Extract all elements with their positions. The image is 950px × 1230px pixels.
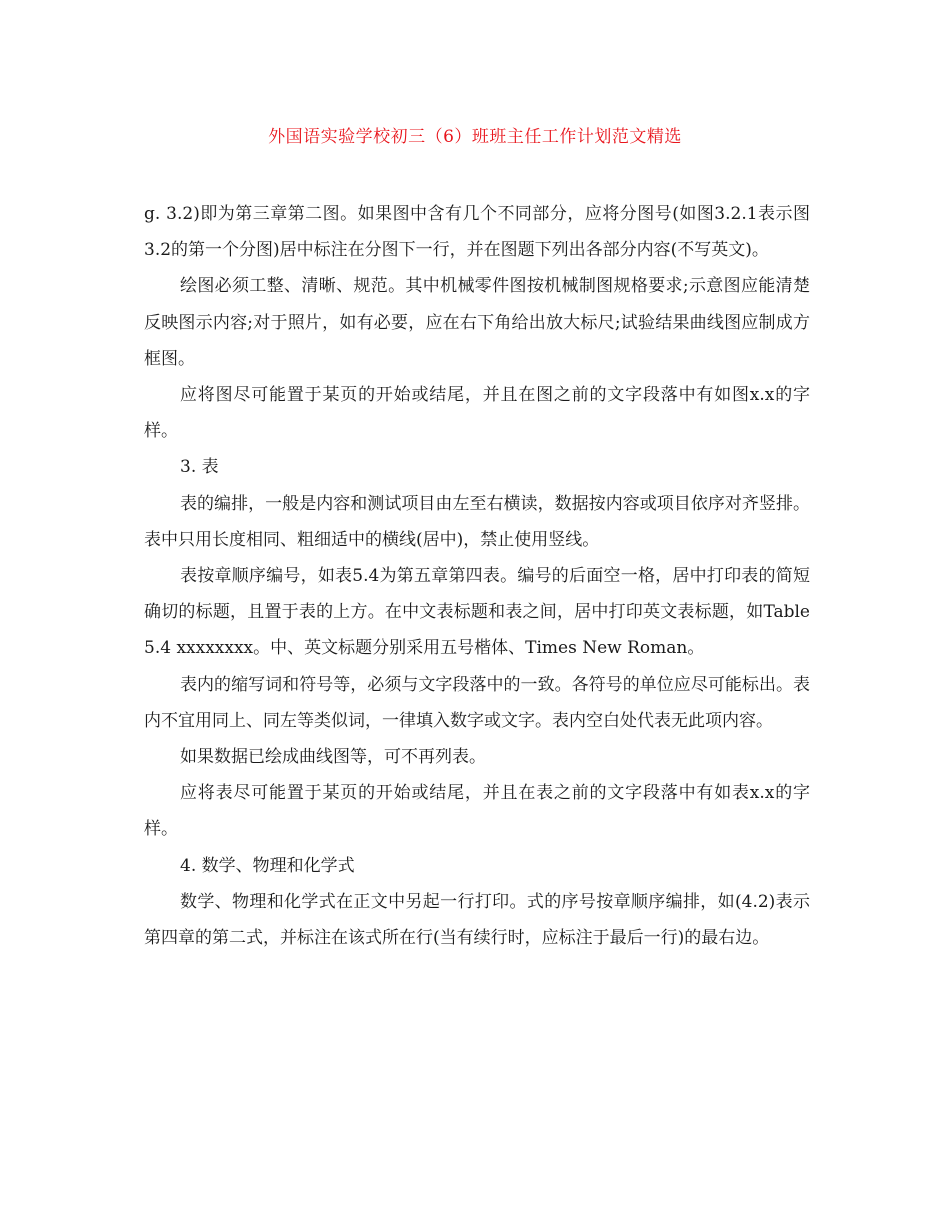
paragraph-3: 应将图尽可能置于某页的开始或结尾，并且在图之前的文字段落中有如图x.x的字样。 xyxy=(144,385,810,442)
paragraph-8: 如果数据已绘成曲线图等，可不再列表。 xyxy=(180,747,486,768)
paragraph-11: 数学、物理和化学式在正文中另起一行打印。式的序号按章顺序编排，如(4.2)表示第四章的第二式，并标注在该式所在行(当有续行时，应标注于最后一行)的最右边。 xyxy=(144,891,810,949)
paragraph-1: g. 3.2)即为第三章第二图。如果图中含有几个不同部分，应将分图号(如图3.2.1表示图3.2的第一个分图)居中标注在分图下一行，并在图题下列出各部分内容(不写英文)。 xyxy=(144,204,810,261)
document-body xyxy=(144,196,810,956)
document-title: 外国语实验学校初三（6）班班主任工作计划范文精选 xyxy=(268,127,682,147)
paragraph-6: 表按章顺序编号，如表5.4为第五章第四表。编号的后面空一格，居中打印表的简短确切的标题，且置于表的上方。在中文表标题和表之间，居中打印英文表标题，如Table 5.4 xxxxxxxx。中、英文标题分别采用五号楷体、Times New Roman。 xyxy=(144,566,810,659)
paragraph-7: 表内的缩写词和符号等，必须与文字段落中的一致。各符号的单位应尽可能标出。表内不宜用同上、同左等类似词，一律填入数字或文字。表内空白处代表无此项内容。 xyxy=(144,674,810,731)
paragraph-9: 应将表尽可能置于某页的开始或结尾，并且在表之前的文字段落中有如表x.x的字样。 xyxy=(144,783,810,840)
section-heading-formula: 4. 数学、物理和化学式 xyxy=(180,855,355,876)
section-heading-table: 3. 表 xyxy=(180,457,219,478)
paragraph-5: 表的编排，一般是内容和测试项目由左至右横读，数据按内容或项目依序对齐竖排。表中只用长度相同、粗细适中的横线(居中)，禁止使用竖线。 xyxy=(144,493,810,550)
paragraph-2: 绘图必须工整、清晰、规范。其中机械零件图按机械制图规格要求;示意图应能清楚反映图示内容;对于照片，如有必要，应在右下角给出放大标尺;试验结果曲线图应制成方框图。 xyxy=(144,276,810,369)
